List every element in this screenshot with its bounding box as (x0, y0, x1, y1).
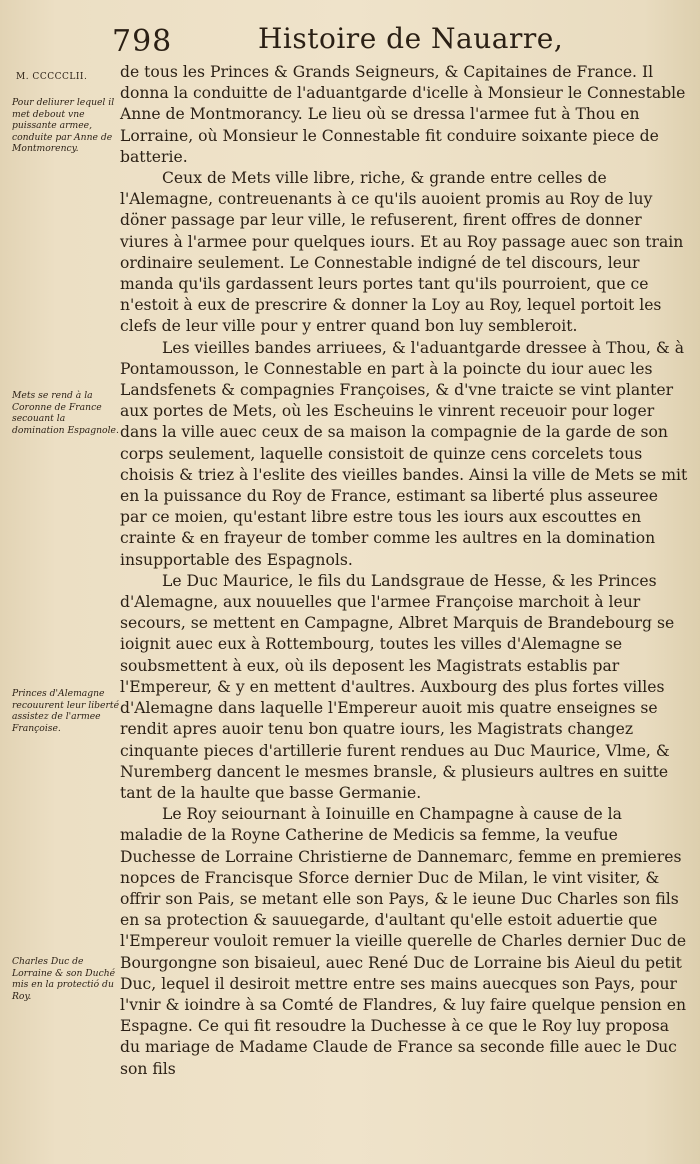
body-text (120, 62, 688, 1080)
year-margin-note: M. CCCCCLII. (16, 72, 88, 82)
margin-note-montmorency: Pour deliurer lequel il met debout vne puissante armee, conduite par Anne de Montmorency. (12, 97, 115, 154)
margin-note-mets: Mets se rend à la Coronne de France secouant la domination Espagnole. (12, 390, 119, 436)
paragraph: Les vieilles bandes arriuees, & l'aduantgarde dressee à Thou, & à Pontamousson, le Connestable en part à la poincte du iour auec les Landsfenets & compagnies Françoises, & d'vne traicte se vint planter aux portes de Mets, où les Escheuins le vinrent receuoir pour loger dans la ville auec ceux de sa maison la compagnie de la garde de son corps seulement, laquelle consistoit de quinze cens corcelets tous choisis & triez à l'eslite des vieilles bandes. Ainsi la ville de Mets se mit en la puissance du Roy de France, estimant sa liberté plus asseuree par ce moien, qu'estant libre estre tous les iours aux escouttes en crainte & en frayeur de tomber comme les aultres en la domination insupportable des Espagnols. (120, 338, 688, 569)
running-title: Histoire de Nauarre, (258, 22, 564, 55)
paragraph: Ceux de Mets ville libre, riche, & grande entre celles de l'Alemagne, contreuenants à ce qu'ils auoient promis au Roy de luy döner passage par leur ville, le refuserent, firent offres de donner viures à l'armee pour quelques iours. Et au Roy passage auec son train ordinaire seulement. Le Connestable indigné de tel discours, leur manda qu'ils gardassent leurs portes tant qu'ils pourroient, que ce n'estoit à eux de prescrire & donner la Loy au Roy, lequel portoit les clefs de leur ville pour y entrer quand bon luy sembleroit. (120, 169, 684, 336)
paragraph: Le Roy seiournant à Ioinuille en Champagne à cause de la maladie de la Royne Catherine de Medicis sa femme, la veufue Duchesse de Lorraine Christierne de Dannemarc, femme en premieres nopces de Francisque Sforce dernier Duc de Milan, le vint visiter, & offrir son Pais, se metant elle son Pays, & le ieune Duc Charles son fils en sa protection & sauuegarde, d'aultant qu'elle estoit aduertie que l'Empereur vouloit remuer la vieille querelle de Charles dernier Duc de Bourgongne son bisaieul, auec René Duc de Lorraine bis Aieul du petit Duc, lequel il desiroit mettre entre ses mains auecques son Pays, pour l'vnir & ioindre à sa Comté de Flandres, & luy faire quelque pension en Espagne. Ce qui fit resoudre la Duchesse à ce que le Roy luy proposa du mariage de Madame Claude de France sa seconde fille auec le Duc son fils (120, 805, 687, 1078)
paragraph: de tous les Princes & Grands Seigneurs, & Capitaines de France. Il donna la conduitte de l'aduantgarde d'icelle à Monsieur le Connestable Anne de Montmorancy. Le lieu où se dressa l'armee fut à Thou en Lorraine, où Monsieur le Connestable fit conduire soixante piece de batterie. (120, 63, 686, 166)
page-number: 798 (112, 24, 173, 59)
page-header (0, 18, 700, 58)
margin-note-lorraine: Charles Duc de Lorraine & son Duché mis en la protectió du Roy. (12, 956, 116, 1002)
paragraph: Le Duc Maurice, le fils du Landsgraue de Hesse, & les Princes d'Alemagne, aux nouuelles que l'armee Françoise marchoit à leur secours, se mettent en Campagne, Albret Marquis de Brandebourg se ioignit auec eux à Rottembourg, toutes les villes d'Alemagne se soubsmettent à eux, où ils deposent les Magistrats establis par l'Empereur, & y en mettent d'aultres. Auxbourg des plus fortes villes d'Alemagne dans laquelle l'Empereur auoit mis quatre enseignes se rendit apres auoir tenu bon quatre iours, les Magistrats changez cinquante pieces d'artillerie furent rendues au Duc Maurice, Vlme, & Nuremberg dancent le mesmes bransle, & plusieurs aultres en suitte tant de la haulte que basse Germanie. (120, 571, 675, 802)
margin-note-princes: Princes d'Alemagne recouurent leur liberté assistez de l'armee Françoise. (12, 688, 120, 734)
